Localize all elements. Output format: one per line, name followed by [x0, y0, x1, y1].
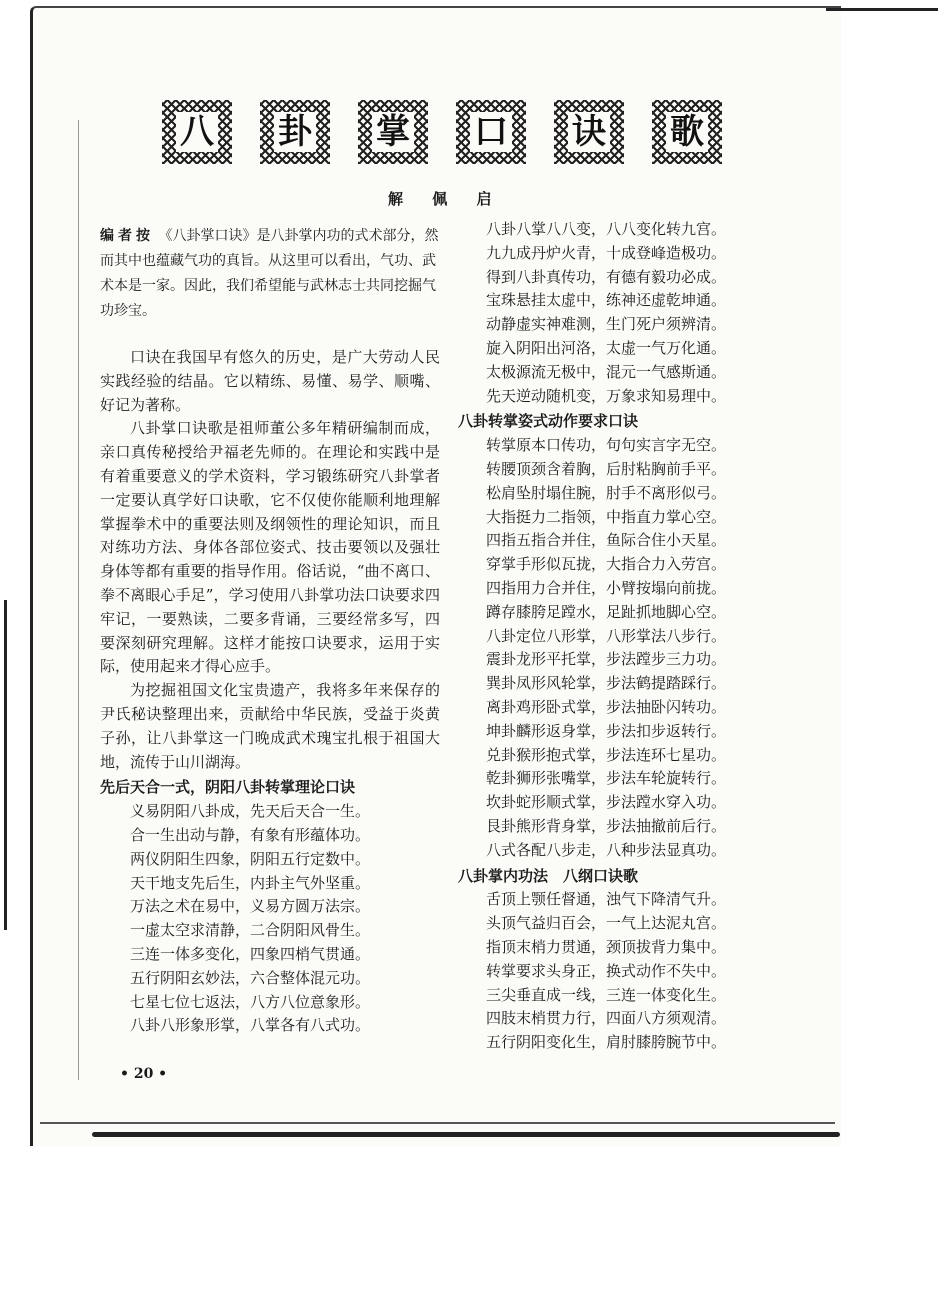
- editor-note-text: 《八卦掌口诀》是八卦掌内功的式术部分，然而其中也蕴藏气功的真旨。从这里可以看出，气功、武术本是一家。因此，我们希望能与武林志士共同挖掘气功珍宝。: [100, 228, 439, 319]
- editor-note-label: 编者按: [100, 228, 154, 244]
- verse-line: 动静虚实神难测，生门死户须辨清。: [486, 315, 727, 334]
- verse-line: 三尖垂直成一线，三连一体变化生。: [486, 985, 727, 1004]
- verse-line: 四肢末梢贯力行，四面八方须观清。: [486, 1009, 727, 1028]
- paragraph: 八卦掌口诀歌是祖师董公多年精研编制而成，亲口真传秘授给尹福老先师的。在理论和实践中是有着重要意义的学术资料，学习锻练研究八卦掌者一定要认真学好口诀歌，它不仅使你能顺利地理解掌握拳术中的重要法则及纲领性的理论知识，而且对练功方法、身体各部位姿式、技击要领以及强壮身体等都有重要的指导作用。俗话说，“曲不离口、拳不离眼心手足”，学习使用八卦掌功法口诀要求四牢记，一要熟读，二要多背诵，三要经常多写，四要深刻研究理解。这样才能按口诀要求，运用于实际，使用起来才得心应手。: [100, 419, 440, 676]
- verse-line: 转腰顶颈含着胸，后肘粘胸前手平。: [486, 459, 727, 478]
- verse-line: 八式各配八步走，八种步法显真功。: [486, 840, 727, 859]
- title-char: 诀: [554, 100, 624, 164]
- verse-line: 蹲存膝胯足蹚水，足趾抓地脚心空。: [486, 602, 727, 621]
- left-column: [100, 224, 440, 1038]
- page-edge-top-right: [826, 8, 938, 11]
- paragraph: 口诀在我国早有悠久的历史，是广大劳动人民实践经验的结晶。它以精练、易懂、易学、顺嘴、好记为著称。: [100, 348, 440, 414]
- binding-mark: [4, 600, 7, 930]
- verse-line: 万法之术在易中，义易方圆万法宗。: [130, 897, 371, 916]
- verse-line: 离卦鸡形卧式掌，步法抽卧闪转功。: [486, 697, 727, 716]
- verse-line: 义易阴阳八卦成，先天后天合一生。: [130, 802, 371, 821]
- verse-line: 转掌要求头身正，换式动作不失中。: [486, 961, 727, 980]
- right-column: [458, 218, 768, 1055]
- verse-line: 兑卦猴形抱式掌，步法连环七星功。: [486, 745, 727, 764]
- verse-line: 八卦八形象形掌，八掌各有八式功。: [130, 1016, 371, 1035]
- page-number: • 20 •: [120, 1066, 168, 1082]
- title-char: 口: [456, 100, 526, 164]
- verse-line: 舌顶上颚任督通，浊气下降清气升。: [486, 890, 727, 909]
- verse-line: 坎卦蛇形顺式掌，步法蹚水穿入功。: [486, 793, 727, 812]
- verse-line: 得到八卦真传功，有德有毅功必成。: [486, 267, 727, 286]
- verse-line: 五行阴阳变化生，肩肘膝胯腕节中。: [486, 1033, 727, 1052]
- verse-line: 大指挺力二指领，中指直力掌心空。: [486, 507, 727, 526]
- page-edge-bottom: [92, 1132, 840, 1137]
- verse-line: 天干地支先后生，内卦主气外坚重。: [130, 873, 371, 892]
- verse-line: 一虚太空求清静，二合阴阳风骨生。: [130, 921, 371, 940]
- verse-line: 四指用力合并住，小臂按塌向前拢。: [486, 578, 727, 597]
- verse-line: 三连一体多变化，四象四梢气贯通。: [130, 944, 371, 963]
- section-heading: 八卦掌内功法 八纲口诀歌: [458, 866, 639, 885]
- fold-line: [78, 120, 79, 1080]
- editor-note: [100, 224, 440, 324]
- verse-line: 宝珠悬挂太虚中，练神还虚乾坤通。: [486, 291, 727, 310]
- author-name: 解 佩 启: [388, 190, 504, 208]
- title-char: 卦: [260, 100, 330, 164]
- verse-line: 坤卦麟形返身掌，步法扣步返转行。: [486, 721, 727, 740]
- verse-line: 震卦龙形平托掌，步法蹚步三力功。: [486, 650, 727, 669]
- paragraph: 为挖掘祖国文化宝贵遗产，我将多年来保存的尹氏秘诀整理出来，贡献给中华民族，受益于炎黄子孙，让八卦掌这一门晚成武术瑰宝扎根于祖国大地，流传于山川湖海。: [100, 681, 440, 771]
- verse-line: 穿掌手形似瓦拢，大指合力入劳宫。: [486, 555, 727, 574]
- verse-line: 太极源流无极中，混元一气感斯通。: [486, 362, 727, 381]
- verse-line: 转掌原本口传功，句句实言字无空。: [486, 436, 727, 455]
- verse-line: 八卦八掌八八变，八八变化转九宫。: [486, 220, 727, 238]
- verse-line: 乾卦狮形张嘴掌，步法车轮旋转行。: [486, 769, 727, 788]
- section-heading: 八卦转掌姿式动作要求口诀: [458, 412, 639, 431]
- verse-line: 八卦定位八形掌，八形掌法八步行。: [486, 626, 727, 645]
- verse-list: [458, 218, 768, 408]
- verse-line: 松肩坠肘塌住腕，肘手不离形似弓。: [486, 483, 727, 502]
- verse-line: 指顶末梢力贯通，颈顶拔背力集中。: [486, 937, 727, 956]
- verse-list: [100, 800, 440, 1038]
- verse-line: 七星七位七返法，八方八位意象形。: [130, 992, 371, 1011]
- verse-line: 四指五指合并住，鱼际合住小天星。: [486, 531, 727, 550]
- verse-line: 艮卦熊形背身掌，步法抽撤前后行。: [486, 816, 727, 835]
- verse-line: 头顶气益归百会，一气上达泥丸宫。: [486, 914, 727, 933]
- page-edge-bottom-inner: [40, 1122, 835, 1124]
- verse-list: [458, 888, 768, 1055]
- verse-line: 先天逆动随机变，万象求知易理中。: [486, 386, 727, 405]
- verse-line: 旋入阴阳出河洛，太虚一气万化通。: [486, 338, 727, 357]
- verse-line: 两仪阴阳生四象，阴阳五行定数中。: [130, 849, 371, 868]
- verse-line: 九九成丹炉火青，十成登峰造极功。: [486, 243, 727, 262]
- title-char: 掌: [358, 100, 428, 164]
- verse-line: 合一生出动与静，有象有形蕴体功。: [130, 825, 371, 844]
- title-char: 八: [162, 100, 232, 164]
- verse-line: 五行阴阳玄妙法，六合整体混元功。: [130, 968, 371, 987]
- verse-line: 巽卦凤形风轮掌，步法鹤提踏踩行。: [486, 674, 727, 693]
- section-heading: 先后天合一式，阴阳八卦转掌理论口诀: [100, 778, 356, 797]
- title-char: 歌: [652, 100, 722, 164]
- verse-list: [458, 434, 768, 862]
- article-title: [162, 100, 722, 164]
